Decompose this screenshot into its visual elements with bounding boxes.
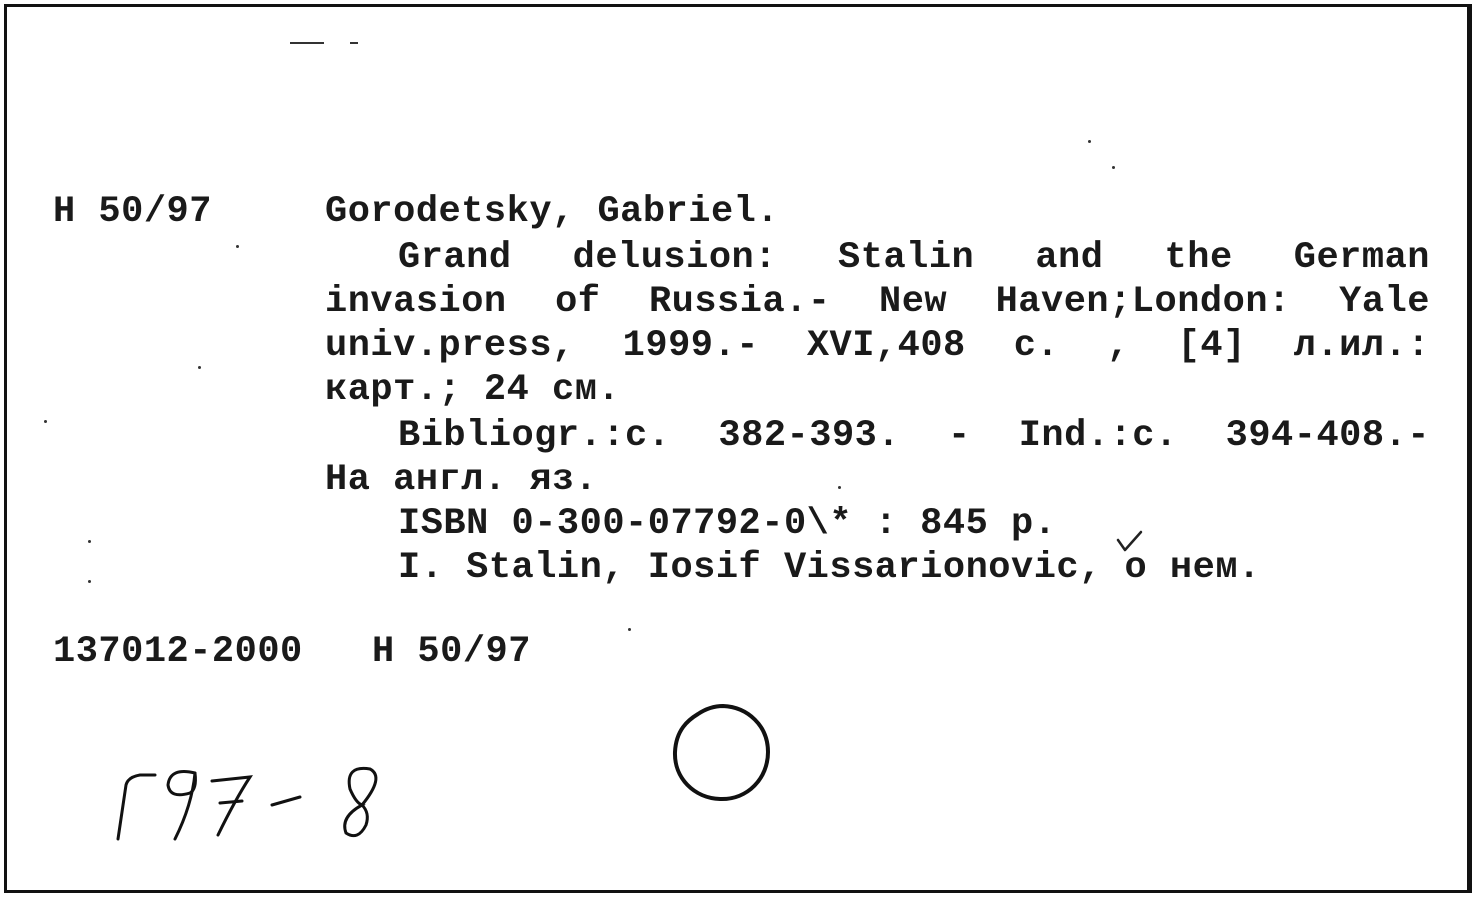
imprint-word: Russia.-	[648, 281, 831, 323]
handwritten-number	[100, 755, 400, 850]
imprint-word: л.ил.:	[1293, 325, 1430, 367]
call-number: H 50/97	[53, 191, 212, 233]
imprint-word: XVI,408	[806, 325, 966, 367]
imprint-word: [4]	[1177, 325, 1246, 367]
title-line	[398, 236, 1430, 280]
imprint-line	[325, 324, 1430, 368]
title-word: German	[1293, 237, 1430, 279]
imprint-word: c.	[1013, 325, 1060, 367]
language-note: На англ. яз.	[325, 459, 598, 501]
speck	[44, 420, 47, 423]
note-word: -	[948, 415, 971, 457]
speck	[838, 486, 841, 489]
speck	[1088, 140, 1091, 143]
imprint-word: ,	[1107, 325, 1130, 367]
title-word: Stalin	[838, 237, 975, 279]
punch-hole-icon	[668, 700, 778, 810]
title-word: the	[1164, 237, 1233, 279]
subject-tracing: I. Stalin, Iosif Vissarionovic, о нем.	[398, 547, 1261, 589]
stray-mark	[350, 42, 358, 44]
speck	[198, 366, 201, 369]
speck	[236, 245, 239, 248]
note-word: Bibliogr.:c.	[398, 415, 671, 457]
note-word: Ind.:c.	[1018, 415, 1178, 457]
accession-call-number: H 50/97	[372, 631, 531, 673]
title-word: and	[1035, 237, 1104, 279]
stray-mark	[290, 42, 324, 44]
imprint-word: Yale	[1339, 281, 1430, 323]
speck	[628, 628, 631, 631]
bibliography-note	[398, 414, 1430, 458]
imprint-word: of	[555, 281, 601, 323]
speck	[1112, 166, 1115, 169]
accession-number: 137012-2000	[53, 631, 303, 673]
imprint-word: Haven;London:	[995, 281, 1291, 323]
speck	[88, 580, 91, 583]
speck	[88, 540, 91, 543]
imprint-word: 1999.-	[622, 325, 759, 367]
title-word: Grand	[398, 237, 512, 279]
note-word: 394-408.-	[1225, 415, 1430, 457]
check-mark-icon	[1115, 530, 1145, 558]
imprint-word: invasion	[325, 281, 507, 323]
note-word: 382-393.	[718, 415, 901, 457]
author-heading: Gorodetsky, Gabriel.	[325, 191, 780, 233]
title-word: delusion:	[572, 237, 777, 279]
imprint-line	[325, 280, 1430, 324]
physical-description: карт.; 24 см.	[325, 369, 621, 411]
imprint-word: univ.press,	[325, 325, 575, 367]
imprint-word: New	[879, 281, 948, 323]
isbn-line: ISBN 0-300-07792-0\* : 845 p.	[398, 503, 1057, 545]
